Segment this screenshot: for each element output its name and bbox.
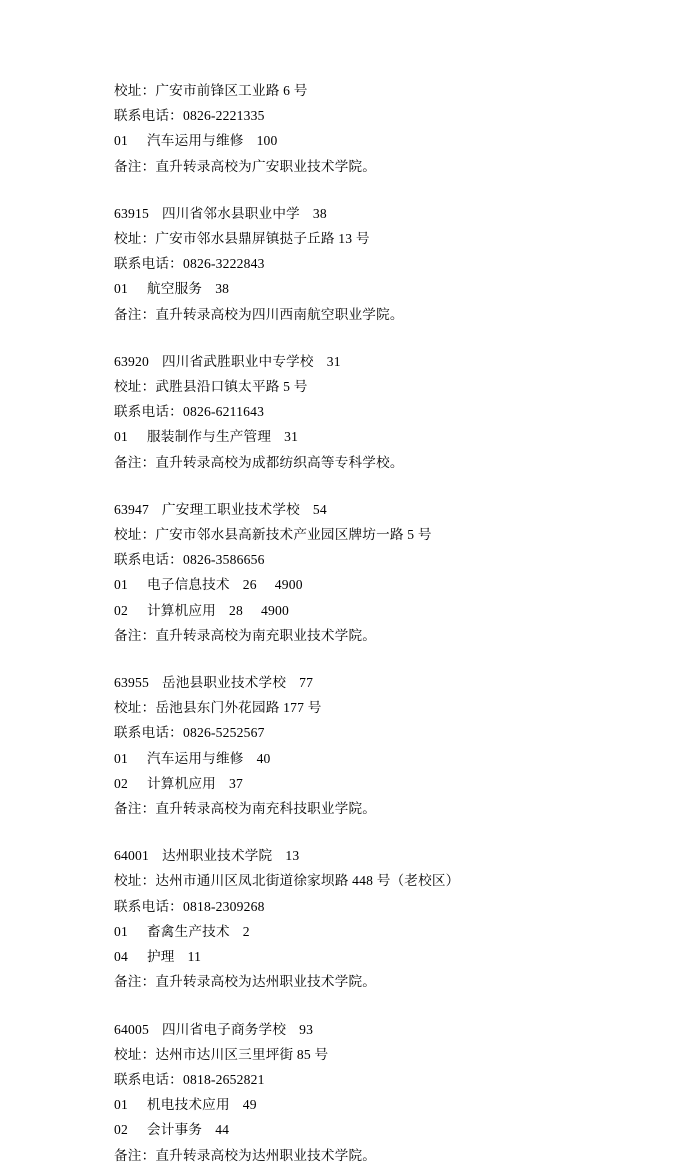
major-name: 电子信息技术: [147, 577, 230, 593]
major-count: 49: [242, 1097, 257, 1113]
school-phone-line: [114, 103, 570, 128]
note-value: 直升转录高校为达州职业技术学院。: [155, 1147, 377, 1163]
major-index: 01: [114, 750, 128, 766]
major-count: 100: [256, 133, 278, 149]
school-total-count: 93: [299, 1021, 314, 1037]
phone-label: 联系电话：: [114, 256, 183, 272]
major-name: 计算机应用: [147, 775, 216, 791]
major-row: [114, 276, 570, 301]
school-phone-line: [114, 894, 570, 919]
major-name: 畜禽生产技术: [147, 923, 230, 939]
note-value: 直升转录高校为广安职业技术学院。: [155, 158, 377, 174]
school-code: 63915: [114, 205, 149, 221]
note-label: 备注：: [114, 306, 156, 322]
major-name: 计算机应用: [147, 602, 216, 618]
address-value: 广安市邻水县高新技术产业园区牌坊一路 5 号: [155, 527, 432, 543]
school-address-line: [114, 78, 570, 103]
school-header: [114, 201, 570, 226]
major-index: 02: [114, 775, 128, 791]
address-value: 达州市通川区凤北街道徐家坝路 448 号（老校区）: [155, 873, 460, 889]
address-value: 广安市邻水县鼎屏镇挞子丘路 13 号: [155, 231, 370, 247]
note-value: 直升转录高校为南充科技职业学院。: [155, 801, 377, 817]
major-index: 01: [114, 281, 128, 297]
major-fee: 4900: [260, 602, 289, 618]
school-name: 四川省电子商务学校: [161, 1021, 287, 1037]
phone-label: 联系电话：: [114, 108, 183, 124]
school-address-line: [114, 695, 570, 720]
school-code: 63947: [114, 501, 149, 517]
note-label: 备注：: [114, 454, 156, 470]
school-name: 达州职业技术学院: [161, 848, 273, 864]
school-phone-line: [114, 547, 570, 572]
major-row: [114, 424, 570, 449]
school-name: 广安理工职业技术学校: [161, 501, 300, 517]
address-label: 校址：: [114, 700, 156, 716]
school-total-count: 54: [312, 501, 327, 517]
major-name: 护理: [147, 949, 175, 965]
phone-value: 0826-2221335: [182, 108, 265, 124]
address-value: 达州市达川区三里坪街 85 号: [155, 1046, 329, 1062]
major-count: 40: [256, 750, 271, 766]
phone-value: 0826-5252567: [182, 725, 265, 741]
school-code: 63920: [114, 353, 149, 369]
major-name: 机电技术应用: [147, 1097, 230, 1113]
school-address-line: [114, 374, 570, 399]
address-label: 校址：: [114, 527, 156, 543]
school-header: [114, 670, 570, 695]
school-address-line: [114, 522, 570, 547]
school-entry: [114, 843, 570, 994]
school-name: 四川省邻水县职业中学: [161, 205, 300, 221]
school-entry: [114, 78, 570, 179]
major-index: 01: [114, 1097, 128, 1113]
note-value: 直升转录高校为四川西南航空职业学院。: [155, 306, 404, 322]
phone-label: 联系电话：: [114, 725, 183, 741]
address-label: 校址：: [114, 231, 156, 247]
phone-value: 0826-3222843: [182, 256, 265, 272]
school-name: 岳池县职业技术学校: [161, 675, 287, 691]
school-address-line: [114, 868, 570, 893]
major-row: [114, 944, 570, 969]
school-phone-line: [114, 399, 570, 424]
major-fee: 4900: [274, 577, 303, 593]
major-index: 02: [114, 602, 128, 618]
major-name: 航空服务: [147, 281, 203, 297]
phone-value: 0826-6211643: [182, 404, 265, 420]
major-count: 44: [215, 1122, 230, 1138]
major-index: 04: [114, 949, 128, 965]
phone-value: 0826-3586656: [182, 552, 265, 568]
major-name: 服装制作与生产管理: [147, 429, 272, 445]
major-name: 汽车运用与维修: [147, 133, 244, 149]
major-index: 01: [114, 923, 128, 939]
school-header: [114, 497, 570, 522]
school-code: 64005: [114, 1021, 149, 1037]
note-label: 备注：: [114, 974, 156, 990]
school-entry: [114, 497, 570, 648]
major-index: 01: [114, 429, 128, 445]
address-label: 校址：: [114, 873, 156, 889]
school-entry: [114, 349, 570, 475]
major-name: 会计事务: [147, 1122, 203, 1138]
school-phone-line: [114, 720, 570, 745]
school-entry: [114, 201, 570, 327]
major-row: [114, 598, 570, 623]
school-name: 四川省武胜职业中专学校: [161, 353, 314, 369]
phone-label: 联系电话：: [114, 898, 183, 914]
major-count: 11: [187, 949, 202, 965]
major-count: 2: [242, 923, 250, 939]
school-total-count: 13: [285, 848, 300, 864]
school-header: [114, 1017, 570, 1042]
note-label: 备注：: [114, 1147, 156, 1163]
school-note-line: [114, 969, 570, 994]
major-row: [114, 1117, 570, 1142]
school-code: 63955: [114, 675, 149, 691]
major-index: 02: [114, 1122, 128, 1138]
school-phone-line: [114, 1067, 570, 1092]
school-listing: [114, 78, 570, 1168]
address-label: 校址：: [114, 1046, 156, 1062]
major-row: [114, 128, 570, 153]
major-index: 01: [114, 577, 128, 593]
major-count: 26: [242, 577, 257, 593]
school-note-line: [114, 302, 570, 327]
major-row: [114, 771, 570, 796]
school-phone-line: [114, 251, 570, 276]
school-header: [114, 843, 570, 868]
major-row: [114, 1092, 570, 1117]
school-header: [114, 349, 570, 374]
note-label: 备注：: [114, 158, 156, 174]
school-note-line: [114, 1143, 570, 1168]
phone-label: 联系电话：: [114, 552, 183, 568]
school-total-count: 38: [312, 205, 327, 221]
address-value: 武胜县沿口镇太平路 5 号: [155, 379, 308, 395]
note-value: 直升转录高校为成都纺织高等专科学校。: [155, 454, 404, 470]
major-row: [114, 746, 570, 771]
school-entry: [114, 1017, 570, 1168]
note-value: 直升转录高校为达州职业技术学院。: [155, 974, 377, 990]
address-label: 校址：: [114, 379, 156, 395]
phone-label: 联系电话：: [114, 404, 183, 420]
address-value: 岳池县东门外花园路 177 号: [155, 700, 322, 716]
school-code: 64001: [114, 848, 149, 864]
school-address-line: [114, 226, 570, 251]
major-count: 37: [228, 775, 243, 791]
major-row: [114, 572, 570, 597]
phone-value: 0818-2309268: [182, 898, 265, 914]
major-count: 38: [215, 281, 230, 297]
phone-label: 联系电话：: [114, 1071, 183, 1087]
school-note-line: [114, 450, 570, 475]
major-name: 汽车运用与维修: [147, 750, 244, 766]
note-value: 直升转录高校为南充职业技术学院。: [155, 627, 377, 643]
phone-value: 0818-2652821: [182, 1071, 265, 1087]
note-label: 备注：: [114, 801, 156, 817]
major-index: 01: [114, 133, 128, 149]
address-value: 广安市前锋区工业路 6 号: [155, 83, 308, 98]
school-entry: [114, 670, 570, 821]
school-total-count: 31: [326, 353, 341, 369]
school-address-line: [114, 1042, 570, 1067]
school-note-line: [114, 623, 570, 648]
school-note-line: [114, 796, 570, 821]
major-count: 31: [284, 429, 299, 445]
note-label: 备注：: [114, 627, 156, 643]
major-count: 28: [228, 602, 243, 618]
school-total-count: 77: [299, 675, 314, 691]
major-row: [114, 919, 570, 944]
school-note-line: [114, 154, 570, 179]
address-label: 校址：: [114, 83, 156, 98]
